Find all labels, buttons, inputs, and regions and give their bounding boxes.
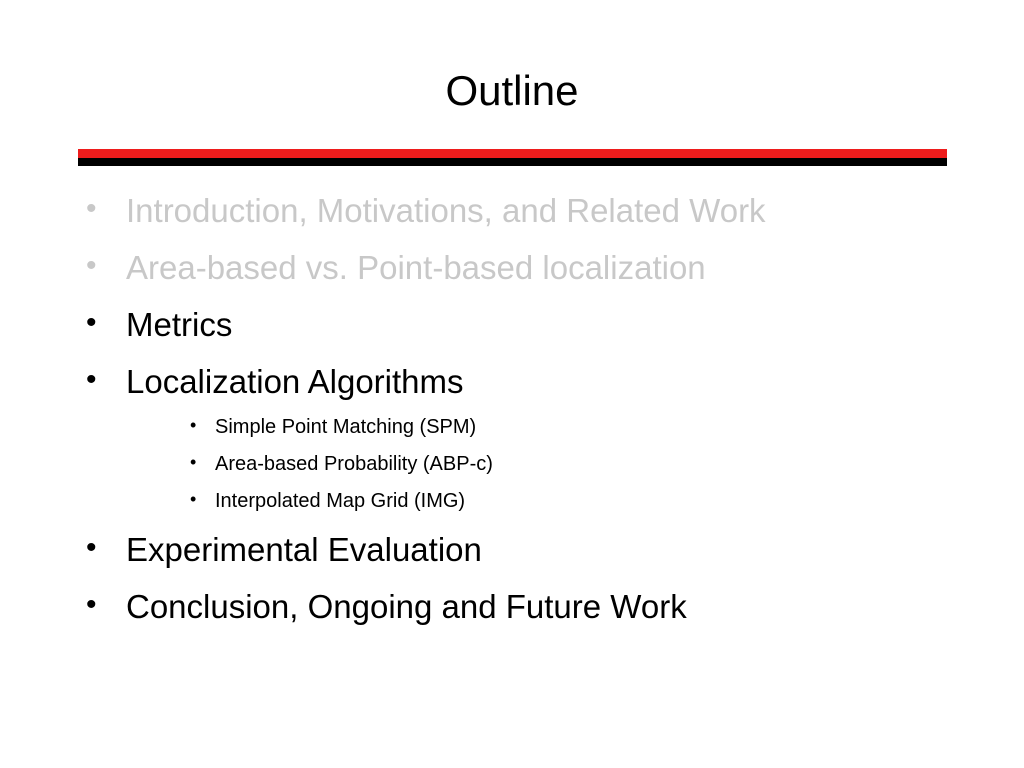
bullet-dot: • (190, 489, 197, 509)
bullet-dot: • (86, 192, 97, 225)
outline-item (86, 192, 766, 230)
outline-subitem-label: Simple Point Matching (SPM) (215, 416, 477, 438)
outline-item-label: Experimental Evaluation (126, 531, 482, 568)
outline-item-label: Introduction, Motivations, and Related Work (126, 192, 766, 229)
outline-item (86, 363, 464, 401)
bullet-dot: • (86, 363, 97, 396)
bullet-dot: • (190, 452, 197, 472)
outline-subitem (190, 415, 477, 439)
outline-item (86, 588, 687, 626)
slide-title: Outline (445, 67, 579, 114)
outline-subitem-label: Interpolated Map Grid (IMG) (215, 490, 466, 512)
bullet-dot: • (86, 249, 97, 282)
outline-item-label: Metrics (126, 306, 233, 343)
outline-item-label: Localization Algorithms (126, 363, 464, 400)
outline-subitem (190, 489, 466, 513)
outline-item-label: Area-based vs. Point-based localization (126, 249, 706, 286)
outline-subitem (190, 452, 493, 476)
bullet-dot: • (86, 531, 97, 564)
outline-item (86, 249, 706, 287)
outline-item (86, 306, 233, 344)
outline-item-label: Conclusion, Ongoing and Future Work (126, 588, 687, 625)
bullet-dot: • (190, 415, 197, 435)
outline-subitem-label: Area-based Probability (ABP-c) (215, 453, 493, 475)
bullet-dot: • (86, 588, 97, 621)
bullet-dot: • (86, 306, 97, 339)
outline-item (86, 531, 482, 569)
